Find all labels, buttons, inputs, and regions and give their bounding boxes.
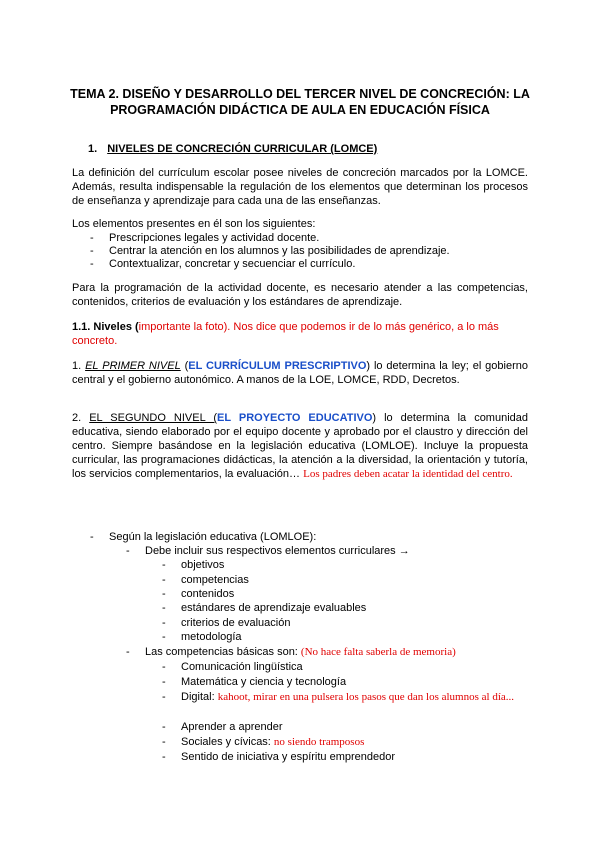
- programming-paragraph: Para la programación de la actividad docente, es necesario atender a las competencias, contenidos, criterios de evaluación y los estándares de aprendizaje.: [72, 282, 528, 308]
- list-item: - Las competencias básicas son: (No hace falta saberla de memoria): [126, 646, 456, 658]
- nivel-2-highlight: EL PROYECTO EDUCATIVO: [217, 412, 373, 424]
- competencias-note: (No hace falta saberla de memoria): [300, 646, 456, 658]
- list-item: - Prescripciones legales y actividad docente.: [90, 232, 320, 244]
- list-item: - metodología: [162, 631, 242, 643]
- title-line-2: PROGRAMACIÓN DIDÁCTICA DE AULA EN EDUCACIÓN FÍSICA: [110, 103, 490, 117]
- list-item: - Sentido de iniciativa y espíritu emprendedor: [162, 751, 396, 763]
- title-line-1: TEMA 2. DISEÑO Y DESARROLLO DEL TERCER NIVEL DE CONCRECIÓN: LA: [70, 87, 530, 101]
- list-item: - Contextualizar, concretar y secuenciar el currículo.: [90, 258, 356, 270]
- digital-note: kahoot, mirar en una pulsera los pasos que dan los alumnos al día...: [217, 691, 515, 703]
- list-item: - Debe incluir sus respectivos elementos curriculares →: [126, 545, 410, 557]
- nivel-1-label: EL PRIMER NIVEL: [85, 360, 181, 372]
- niveles-heading: 1.1. Niveles (importante la foto). Nos dice que podemos ir de lo más genérico, a lo más concreto.: [72, 321, 499, 347]
- section-number: 1.: [88, 143, 98, 155]
- list-item: - competencias: [162, 574, 249, 586]
- list-item: - criterios de evaluación: [162, 617, 291, 629]
- page-title: [70, 86, 530, 118]
- section-heading: [88, 143, 377, 155]
- list-item: - Aprender a aprender: [162, 721, 283, 733]
- intro-paragraph: La definición del currículum escolar posee niveles de concreción marcados por la LOMCE. Además, resulta indispensable la regulación de los elementos que determinan los procesos de enseñanza y aprendizaje para cada una de las enseñanzas.: [72, 167, 528, 207]
- list-item: - contenidos: [162, 588, 235, 600]
- list-item: - estándares de aprendizaje evaluables: [162, 602, 367, 614]
- list-item: - Matemática y ciencia y tecnología: [162, 676, 347, 688]
- section-title: NIVELES DE CONCRECIÓN CURRICULAR (LOMCE): [107, 143, 378, 155]
- nivel-1-paragraph: 1. EL PRIMER NIVEL (EL CURRÍCULUM PRESCRIPTIVO) lo determina la ley; el gobierno central y el gobierno autonómico. A manos de la LOE, LOMCE, RDD, Decretos.: [72, 360, 528, 386]
- elements-intro: Los elementos presentes en él son los siguientes:: [72, 218, 316, 230]
- nivel-2-note: Los padres deben acatar la identidad del centro.: [303, 468, 513, 480]
- list-item: - Según la legislación educativa (LOMLOE):: [90, 531, 317, 543]
- list-item: - Centrar la atención en los alumnos y las posibilidades de aprendizaje.: [90, 245, 450, 257]
- list-item: - Comunicación lingüística: [162, 661, 303, 673]
- list-item: - Sociales y cívicas: no siendo tramposos: [162, 736, 365, 748]
- list-item: - Digital: kahoot, mirar en una pulsera los pasos que dan los alumnos al día...: [162, 691, 515, 703]
- nivel-2-paragraph: 2. EL SEGUNDO NIVEL (EL PROYECTO EDUCATIVO) lo determina la comunidad educativa, siendo elaborado por el equipo docente y aprobado por el claustro y dirección del centro. Siempre basándose en la legislación educativa (LOMLOE). Incluye la propuesta curricular, las programaciones didácticas, la atención a la diversidad, la orientación y tutoría, los servicios complementarios, la evaluación… Los padres deben acatar la identidad del centro.: [72, 412, 529, 480]
- nivel-2-label: EL SEGUNDO NIVEL (: [89, 412, 217, 424]
- sociales-note: no siendo tramposos: [273, 736, 365, 748]
- niveles-note: importante la foto). Nos dice que podemos ir de lo más genérico, a lo más concreto.: [72, 321, 499, 347]
- nivel-1-highlight: EL CURRÍCULUM PRESCRIPTIVO: [188, 360, 367, 372]
- list-item: - objetivos: [162, 559, 225, 571]
